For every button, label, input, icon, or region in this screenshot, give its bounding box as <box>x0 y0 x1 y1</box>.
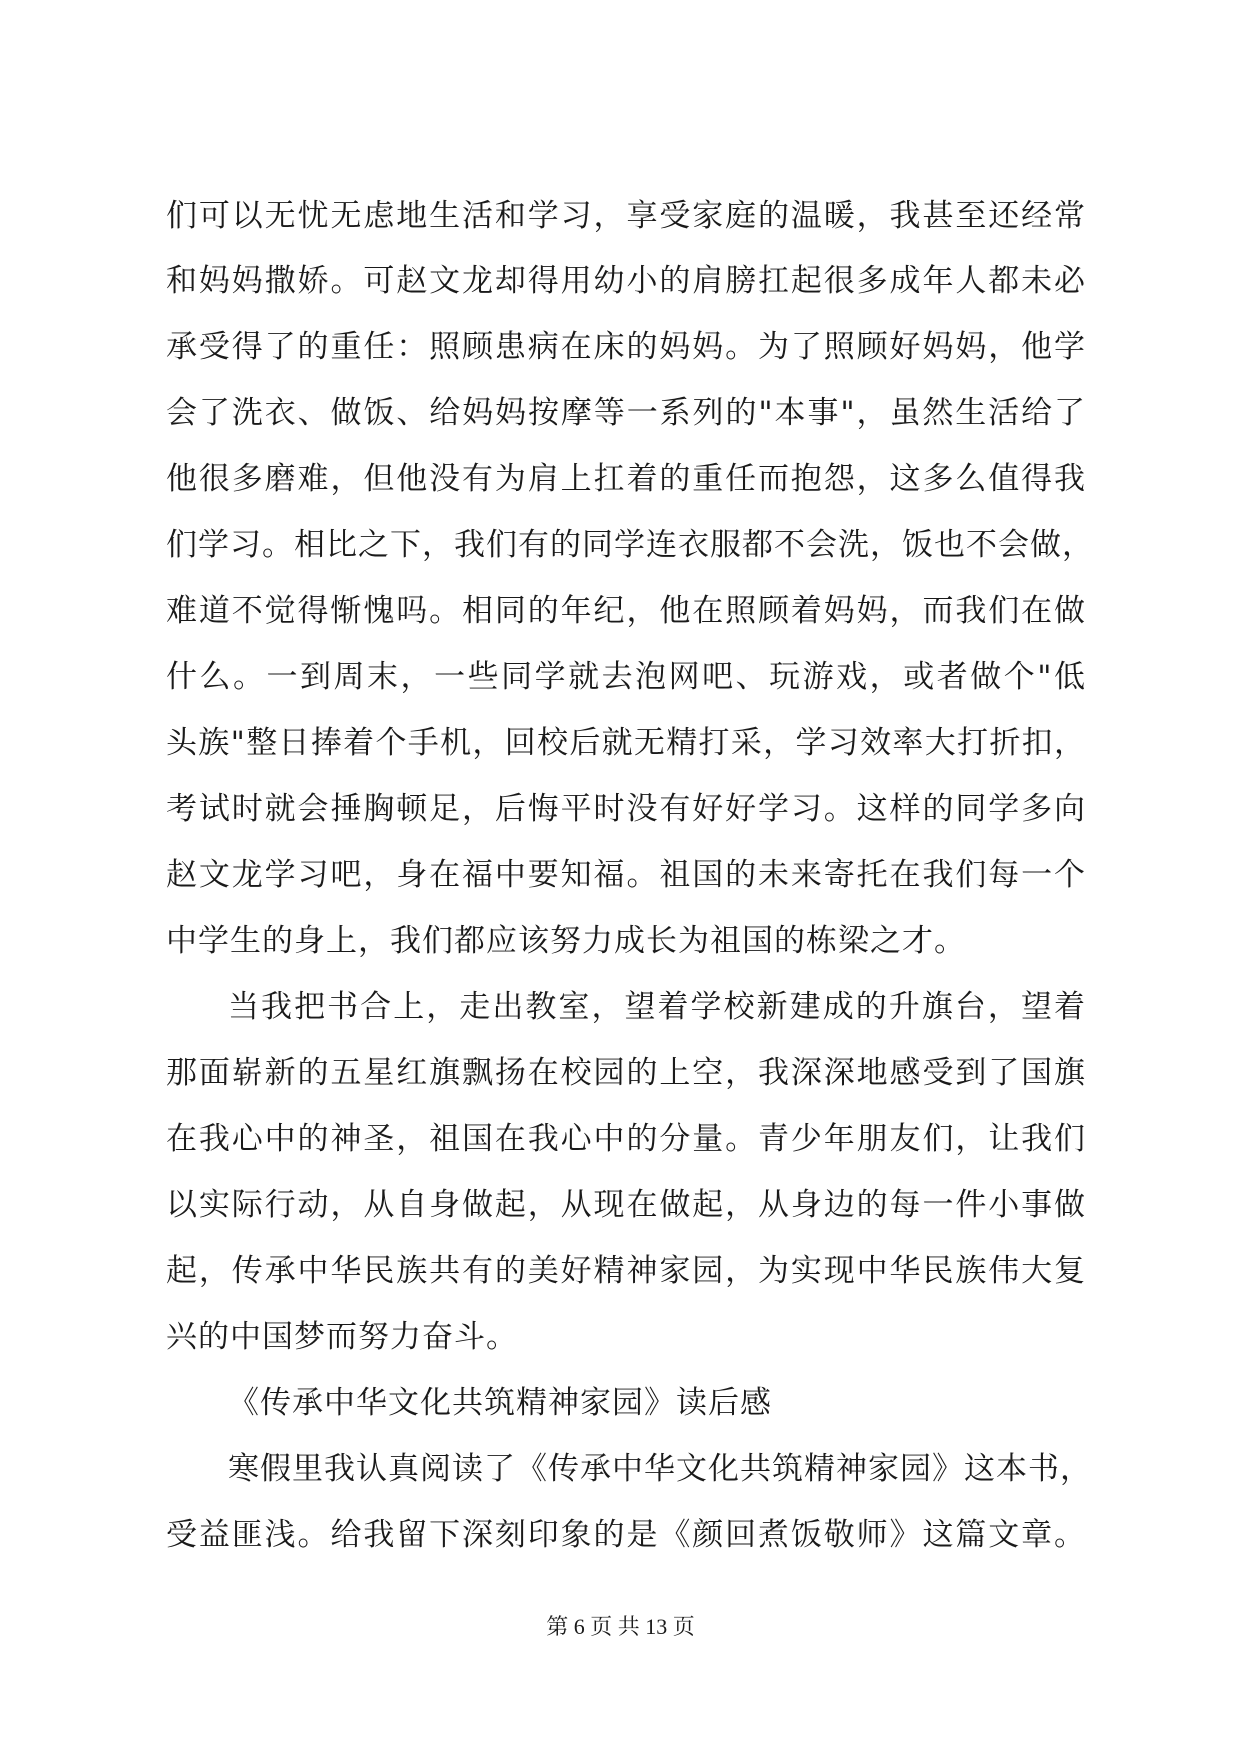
page-footer: 第 6 页 共 13 页 <box>546 1614 695 1639</box>
body-line: 赵文龙学习吧，身在福中要知福。祖国的未来寄托在我们每一个 <box>166 857 1086 893</box>
body-line: 兴的中国梦而努力奋斗。 <box>166 1319 518 1355</box>
body-line: 承受得了的重任：照顾患病在床的妈妈。为了照顾好妈妈，他学 <box>166 329 1086 365</box>
body-line: 在我心中的神圣，祖国在我心中的分量。青少年朋友们，让我们 <box>166 1121 1086 1157</box>
body-line: 们学习。相比之下，我们有的同学连衣服都不会洗，饭也不会做， <box>166 527 1094 563</box>
body-line: 会了洗衣、做饭、给妈妈按摩等一系列的"本事"，虽然生活给了 <box>166 395 1086 431</box>
body-line: 头族"整日捧着个手机，回校后就无精打采，学习效率大打折扣， <box>166 725 1086 761</box>
body-line: 们可以无忧无虑地生活和学习，享受家庭的温暖，我甚至还经常 <box>166 198 1086 234</box>
body-line: 受益匪浅。给我留下深刻印象的是《颜回煮饭敬师》这篇文章。 <box>166 1517 1086 1553</box>
paragraph-start-line: 当我把书合上，走出教室，望着学校新建成的升旗台，望着 <box>228 989 1086 1025</box>
body-line: 考试时就会捶胸顿足，后悔平时没有好好学习。这样的同学多向 <box>166 791 1086 827</box>
body-line: 难道不觉得惭愧吗。相同的年纪，他在照顾着妈妈，而我们在做 <box>166 593 1086 629</box>
body-line: 中学生的身上，我们都应该努力成长为祖国的栋梁之才。 <box>166 923 966 959</box>
body-line: 起，传承中华民族共有的美好精神家园，为实现中华民族伟大复 <box>166 1253 1086 1289</box>
paragraph-start-line: 寒假里我认真阅读了《传承中华文化共筑精神家园》这本书， <box>228 1451 1092 1487</box>
body-line: 以实际行动，从自身做起，从现在做起，从身边的每一件小事做 <box>166 1187 1086 1223</box>
section-heading: 《传承中华文化共筑精神家园》读后感 <box>228 1385 772 1421</box>
body-line: 那面崭新的五星红旗飘扬在校园的上空，我深深地感受到了国旗 <box>166 1055 1086 1091</box>
body-line: 什么。一到周末，一些同学就去泡网吧、玩游戏，或者做个"低 <box>166 659 1086 695</box>
body-line: 和妈妈撒娇。可赵文龙却得用幼小的肩膀扛起很多成年人都未必 <box>166 263 1086 299</box>
body-line: 他很多磨难，但他没有为肩上扛着的重任而抱怨，这多么值得我 <box>166 461 1086 497</box>
